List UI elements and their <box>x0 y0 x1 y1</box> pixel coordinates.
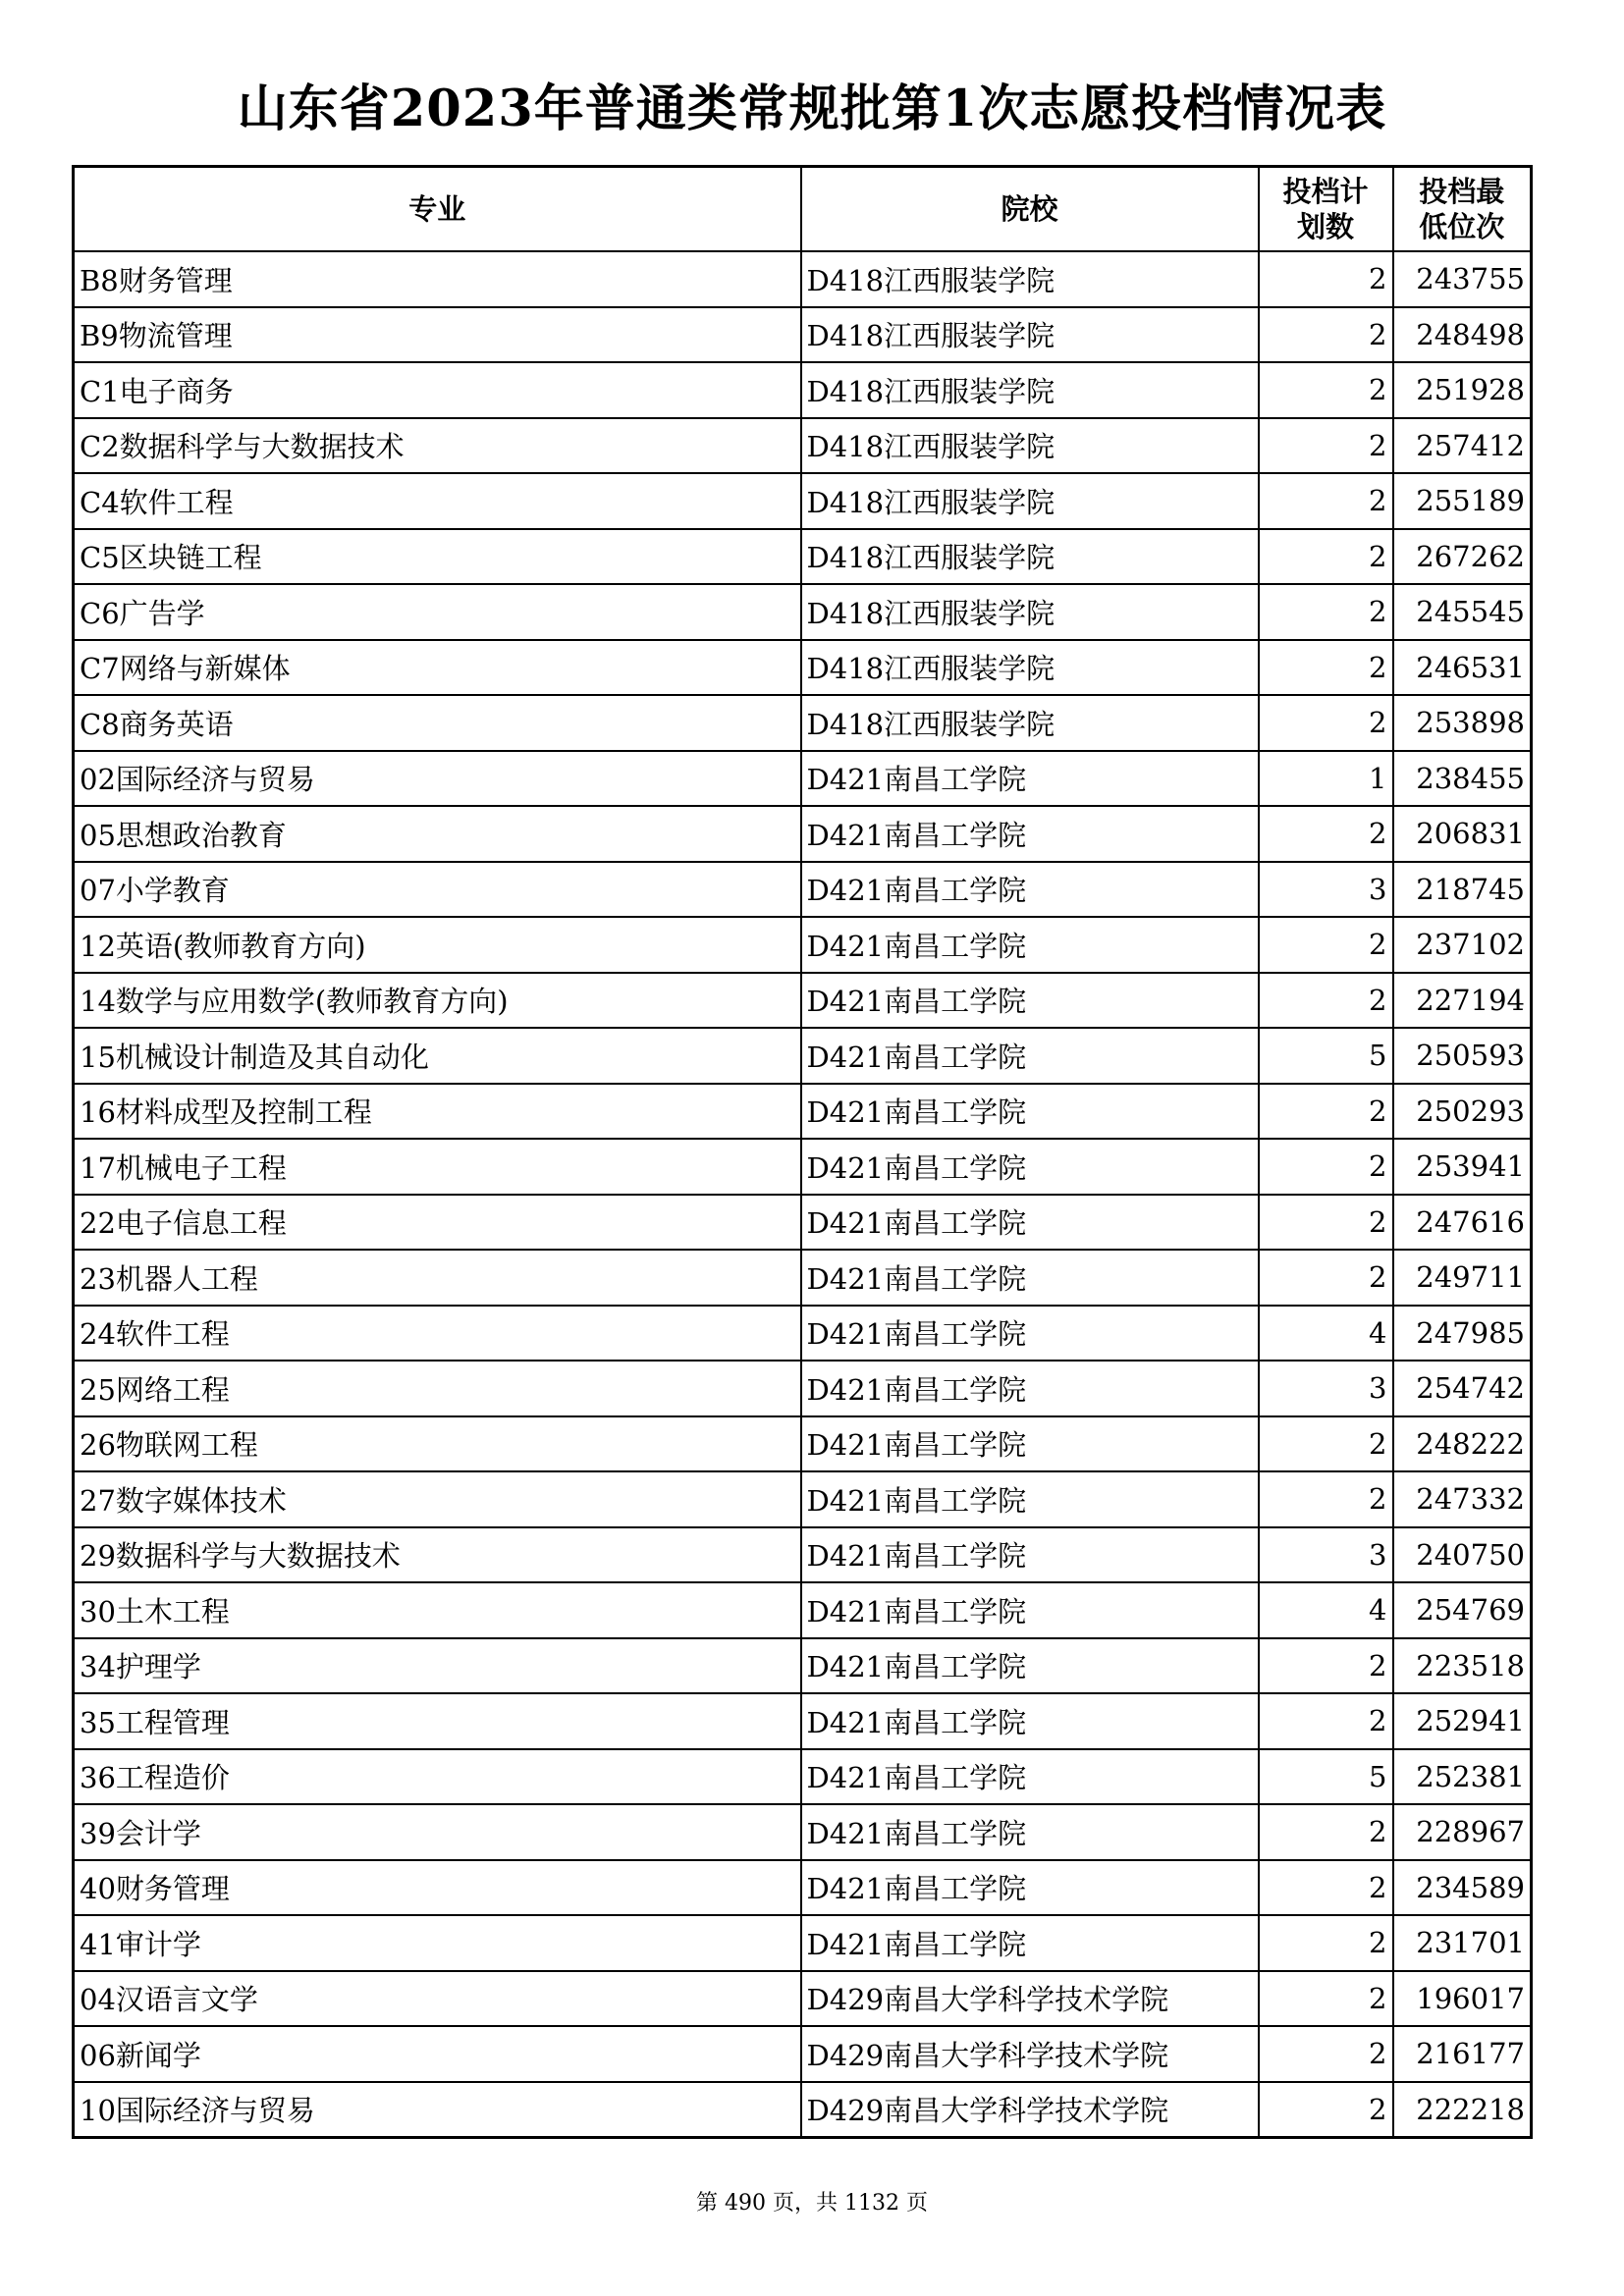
major-cell: 26物联网工程 <box>74 1416 801 1472</box>
table-row <box>74 695 1532 751</box>
plan-count-cell: 2 <box>1259 362 1393 418</box>
major-cell: B9物流管理 <box>74 307 801 363</box>
major-cell: 29数据科学与大数据技术 <box>74 1527 801 1583</box>
school-cell: D421南昌工学院 <box>801 751 1259 807</box>
table-row <box>74 1084 1532 1140</box>
school-cell: D418江西服装学院 <box>801 695 1259 751</box>
major-cell: 36工程造价 <box>74 1749 801 1805</box>
major-cell: C2数据科学与大数据技术 <box>74 418 801 474</box>
min-rank-cell: 228967 <box>1393 1804 1532 1860</box>
min-rank-cell: 240750 <box>1393 1527 1532 1583</box>
plan-count-cell: 2 <box>1259 1804 1393 1860</box>
table-row <box>74 307 1532 363</box>
min-rank-cell: 245545 <box>1393 584 1532 640</box>
plan-count-cell: 2 <box>1259 1416 1393 1472</box>
min-rank-cell: 251928 <box>1393 362 1532 418</box>
plan-count-cell: 2 <box>1259 1471 1393 1527</box>
table-row <box>74 1416 1532 1472</box>
plan-count-cell: 1 <box>1259 751 1393 807</box>
school-cell: D421南昌工学院 <box>801 806 1259 862</box>
plan-count-cell: 2 <box>1259 1195 1393 1251</box>
min-rank-cell: 246531 <box>1393 640 1532 696</box>
school-cell: D421南昌工学院 <box>801 1749 1259 1805</box>
min-rank-cell: 223518 <box>1393 1638 1532 1694</box>
major-cell: 22电子信息工程 <box>74 1195 801 1251</box>
school-cell: D418江西服装学院 <box>801 529 1259 585</box>
plan-count-cell: 2 <box>1259 473 1393 529</box>
table-row <box>74 1860 1532 1916</box>
table-row <box>74 1693 1532 1749</box>
school-cell: D421南昌工学院 <box>801 1361 1259 1416</box>
major-cell: 17机械电子工程 <box>74 1139 801 1195</box>
min-rank-cell: 237102 <box>1393 917 1532 973</box>
school-cell: D429南昌大学科学技术学院 <box>801 2082 1259 2138</box>
min-rank-cell: 250293 <box>1393 1084 1532 1140</box>
table-row <box>74 1527 1532 1583</box>
school-cell: D429南昌大学科学技术学院 <box>801 2026 1259 2082</box>
major-cell: 15机械设计制造及其自动化 <box>74 1028 801 1084</box>
table-row <box>74 584 1532 640</box>
plan-count-cell: 3 <box>1259 1527 1393 1583</box>
major-cell: 05思想政治教育 <box>74 806 801 862</box>
header-min-rank <box>1393 167 1532 252</box>
table-row <box>74 917 1532 973</box>
school-cell: D418江西服装学院 <box>801 418 1259 474</box>
header-plan-line1: 投档计 <box>1282 175 1369 208</box>
min-rank-cell: 247985 <box>1393 1306 1532 1362</box>
plan-count-cell: 3 <box>1259 862 1393 918</box>
table-row <box>74 1804 1532 1860</box>
school-cell: D421南昌工学院 <box>801 1582 1259 1638</box>
plan-count-cell: 2 <box>1259 1139 1393 1195</box>
plan-count-cell: 2 <box>1259 251 1393 307</box>
min-rank-cell: 243755 <box>1393 251 1532 307</box>
major-cell: C7网络与新媒体 <box>74 640 801 696</box>
school-cell: D421南昌工学院 <box>801 1084 1259 1140</box>
min-rank-cell: 255189 <box>1393 473 1532 529</box>
min-rank-cell: 247332 <box>1393 1471 1532 1527</box>
header-rank-line2: 低位次 <box>1419 210 1505 243</box>
table-row <box>74 640 1532 696</box>
major-cell: 10国际经济与贸易 <box>74 2082 801 2138</box>
table-row <box>74 1749 1532 1805</box>
min-rank-cell: 252941 <box>1393 1693 1532 1749</box>
plan-count-cell: 2 <box>1259 973 1393 1029</box>
school-cell: D421南昌工学院 <box>801 1860 1259 1916</box>
major-cell: B8财务管理 <box>74 251 801 307</box>
plan-count-cell: 2 <box>1259 1638 1393 1694</box>
major-cell: 07小学教育 <box>74 862 801 918</box>
plan-count-cell: 2 <box>1259 2026 1393 2082</box>
plan-count-cell: 2 <box>1259 1860 1393 1916</box>
table-row <box>74 1971 1532 2027</box>
table-row <box>74 2026 1532 2082</box>
min-rank-cell: 218745 <box>1393 862 1532 918</box>
table-row <box>74 1195 1532 1251</box>
min-rank-cell: 206831 <box>1393 806 1532 862</box>
table-row <box>74 418 1532 474</box>
min-rank-cell: 248498 <box>1393 307 1532 363</box>
plan-count-cell: 2 <box>1259 529 1393 585</box>
table-row <box>74 862 1532 918</box>
table-header-row <box>74 167 1532 252</box>
table-row <box>74 2082 1532 2138</box>
table-row <box>74 362 1532 418</box>
major-cell: 12英语(教师教育方向) <box>74 917 801 973</box>
school-cell: D421南昌工学院 <box>801 1250 1259 1306</box>
table-row <box>74 806 1532 862</box>
major-cell: 41审计学 <box>74 1915 801 1971</box>
major-cell: 35工程管理 <box>74 1693 801 1749</box>
school-cell: D421南昌工学院 <box>801 1139 1259 1195</box>
plan-count-cell: 2 <box>1259 1084 1393 1140</box>
school-cell: D421南昌工学院 <box>801 973 1259 1029</box>
major-cell: 02国际经济与贸易 <box>74 751 801 807</box>
school-cell: D418江西服装学院 <box>801 473 1259 529</box>
table-row <box>74 529 1532 585</box>
school-cell: D418江西服装学院 <box>801 584 1259 640</box>
major-cell: 14数学与应用数学(教师教育方向) <box>74 973 801 1029</box>
table-row <box>74 1306 1532 1362</box>
table-row <box>74 1638 1532 1694</box>
school-cell: D421南昌工学院 <box>801 862 1259 918</box>
header-major: 专业 <box>74 167 801 252</box>
table-row <box>74 1250 1532 1306</box>
min-rank-cell: 231701 <box>1393 1915 1532 1971</box>
major-cell: C5区块链工程 <box>74 529 801 585</box>
header-school: 院校 <box>801 167 1259 252</box>
min-rank-cell: 196017 <box>1393 1971 1532 2027</box>
min-rank-cell: 254742 <box>1393 1361 1532 1416</box>
table-row <box>74 251 1532 307</box>
major-cell: C8商务英语 <box>74 695 801 751</box>
plan-count-cell: 2 <box>1259 2082 1393 2138</box>
header-rank-line1: 投档最 <box>1419 175 1505 208</box>
min-rank-cell: 222218 <box>1393 2082 1532 2138</box>
school-cell: D421南昌工学院 <box>801 1638 1259 1694</box>
plan-count-cell: 2 <box>1259 695 1393 751</box>
school-cell: D421南昌工学院 <box>801 1804 1259 1860</box>
plan-count-cell: 5 <box>1259 1028 1393 1084</box>
table-row <box>74 1471 1532 1527</box>
major-cell: 25网络工程 <box>74 1361 801 1416</box>
min-rank-cell: 247616 <box>1393 1195 1532 1251</box>
table-row <box>74 973 1532 1029</box>
major-cell: 34护理学 <box>74 1638 801 1694</box>
school-cell: D421南昌工学院 <box>801 1471 1259 1527</box>
plan-count-cell: 4 <box>1259 1306 1393 1362</box>
school-cell: D421南昌工学院 <box>801 1527 1259 1583</box>
min-rank-cell: 248222 <box>1393 1416 1532 1472</box>
min-rank-cell: 253941 <box>1393 1139 1532 1195</box>
major-cell: 23机器人工程 <box>74 1250 801 1306</box>
major-cell: C6广告学 <box>74 584 801 640</box>
major-cell: 27数字媒体技术 <box>74 1471 801 1527</box>
school-cell: D421南昌工学院 <box>801 1306 1259 1362</box>
table-row <box>74 1361 1532 1416</box>
major-cell: 24软件工程 <box>74 1306 801 1362</box>
min-rank-cell: 234589 <box>1393 1860 1532 1916</box>
school-cell: D418江西服装学院 <box>801 362 1259 418</box>
min-rank-cell: 249711 <box>1393 1250 1532 1306</box>
major-cell: C4软件工程 <box>74 473 801 529</box>
major-cell: 06新闻学 <box>74 2026 801 2082</box>
table-row <box>74 1028 1532 1084</box>
min-rank-cell: 252381 <box>1393 1749 1532 1805</box>
table-row <box>74 1582 1532 1638</box>
school-cell: D418江西服装学院 <box>801 307 1259 363</box>
min-rank-cell: 238455 <box>1393 751 1532 807</box>
table-row <box>74 751 1532 807</box>
min-rank-cell: 254769 <box>1393 1582 1532 1638</box>
plan-count-cell: 2 <box>1259 584 1393 640</box>
min-rank-cell: 257412 <box>1393 418 1532 474</box>
school-cell: D421南昌工学院 <box>801 1028 1259 1084</box>
min-rank-cell: 250593 <box>1393 1028 1532 1084</box>
header-plan-line2: 划数 <box>1296 210 1354 243</box>
table-row <box>74 1139 1532 1195</box>
page-title: 山东省2023年普通类常规批第1次志愿投档情况表 <box>237 80 1387 138</box>
major-cell: 40财务管理 <box>74 1860 801 1916</box>
school-cell: D418江西服装学院 <box>801 251 1259 307</box>
major-cell: C1电子商务 <box>74 362 801 418</box>
plan-count-cell: 3 <box>1259 1361 1393 1416</box>
min-rank-cell: 253898 <box>1393 695 1532 751</box>
major-cell: 04汉语言文学 <box>74 1971 801 2027</box>
major-cell: 30土木工程 <box>74 1582 801 1638</box>
school-cell: D418江西服装学院 <box>801 640 1259 696</box>
plan-count-cell: 2 <box>1259 640 1393 696</box>
min-rank-cell: 216177 <box>1393 2026 1532 2082</box>
major-cell: 39会计学 <box>74 1804 801 1860</box>
major-cell: 16材料成型及控制工程 <box>74 1084 801 1140</box>
plan-count-cell: 4 <box>1259 1582 1393 1638</box>
plan-count-cell: 2 <box>1259 806 1393 862</box>
plan-count-cell: 2 <box>1259 418 1393 474</box>
plan-count-cell: 2 <box>1259 1971 1393 2027</box>
admission-table <box>72 165 1533 2139</box>
table-body <box>74 251 1532 2138</box>
page-footer: 第 490 页，共 1132 页 <box>696 2191 928 2216</box>
header-plan-count <box>1259 167 1393 252</box>
table-row <box>74 1915 1532 1971</box>
school-cell: D421南昌工学院 <box>801 1195 1259 1251</box>
plan-count-cell: 2 <box>1259 307 1393 363</box>
school-cell: D421南昌工学院 <box>801 1693 1259 1749</box>
school-cell: D421南昌工学院 <box>801 1416 1259 1472</box>
school-cell: D421南昌工学院 <box>801 917 1259 973</box>
plan-count-cell: 2 <box>1259 917 1393 973</box>
school-cell: D429南昌大学科学技术学院 <box>801 1971 1259 2027</box>
plan-count-cell: 2 <box>1259 1693 1393 1749</box>
school-cell: D421南昌工学院 <box>801 1915 1259 1971</box>
plan-count-cell: 2 <box>1259 1915 1393 1971</box>
table-row <box>74 473 1532 529</box>
plan-count-cell: 5 <box>1259 1749 1393 1805</box>
min-rank-cell: 227194 <box>1393 973 1532 1029</box>
plan-count-cell: 2 <box>1259 1250 1393 1306</box>
min-rank-cell: 267262 <box>1393 529 1532 585</box>
